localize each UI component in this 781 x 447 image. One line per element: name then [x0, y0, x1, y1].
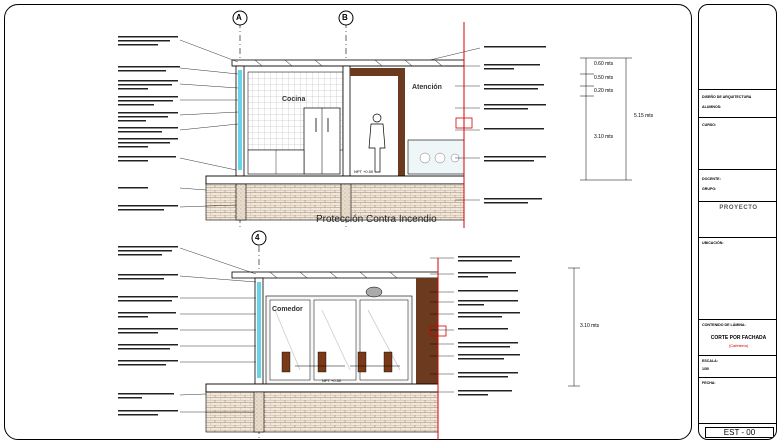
tb-course: CURSO: — [702, 123, 717, 127]
level-label-lower: NPT +0.00 — [322, 378, 342, 383]
dim-label-4: 3.10 mts — [594, 134, 614, 140]
tb-design: DISEÑO DE ARQUITECTURA — [702, 95, 752, 99]
tb-sheet-code: EST - 00 — [705, 427, 774, 438]
tb-sheet-sub: (Cafetería) — [728, 343, 749, 348]
lower-section — [118, 246, 580, 432]
axis-4-label: 4 — [255, 233, 260, 242]
room-label-comedor: Comedor — [272, 306, 303, 313]
tb-group: GRUPO: — [702, 187, 717, 191]
room-label-cocina: Cocina — [282, 96, 306, 103]
dim-label-lower: 3.10 mts — [580, 323, 600, 329]
dim-label-3: 0.20 mts — [594, 88, 614, 94]
axis-b-label: B — [342, 13, 348, 22]
tb-students: ALUMNOS: — [702, 105, 722, 109]
title-block — [698, 4, 777, 440]
dim-label-5: 5.15 mts — [634, 113, 654, 119]
tb-project: PROYECTO — [719, 205, 758, 211]
tb-sheet-title: CORTE POR FACHADA — [710, 335, 767, 341]
axis-a-label: A — [236, 13, 242, 22]
tb-content: CONTENIDO DE LÁMINA: — [702, 323, 746, 327]
tb-location: UBICACIÓN: — [702, 241, 724, 245]
tb-teacher: DOCENTE: — [702, 177, 721, 181]
tb-scale-value: 1/50 — [702, 367, 709, 371]
dim-label-1: 0.60 mts — [594, 61, 614, 67]
dim-label-2: 0.50 mts — [594, 75, 614, 81]
level-label-upper: NPT +0.00 — [354, 169, 374, 174]
room-label-atencion: Atención — [412, 84, 442, 91]
tb-date: FECHA: — [702, 381, 716, 385]
upper-section — [118, 36, 632, 220]
tb-scale: ESCALA: — [702, 359, 718, 363]
section-title: Protección Contra Incendio — [316, 214, 437, 225]
